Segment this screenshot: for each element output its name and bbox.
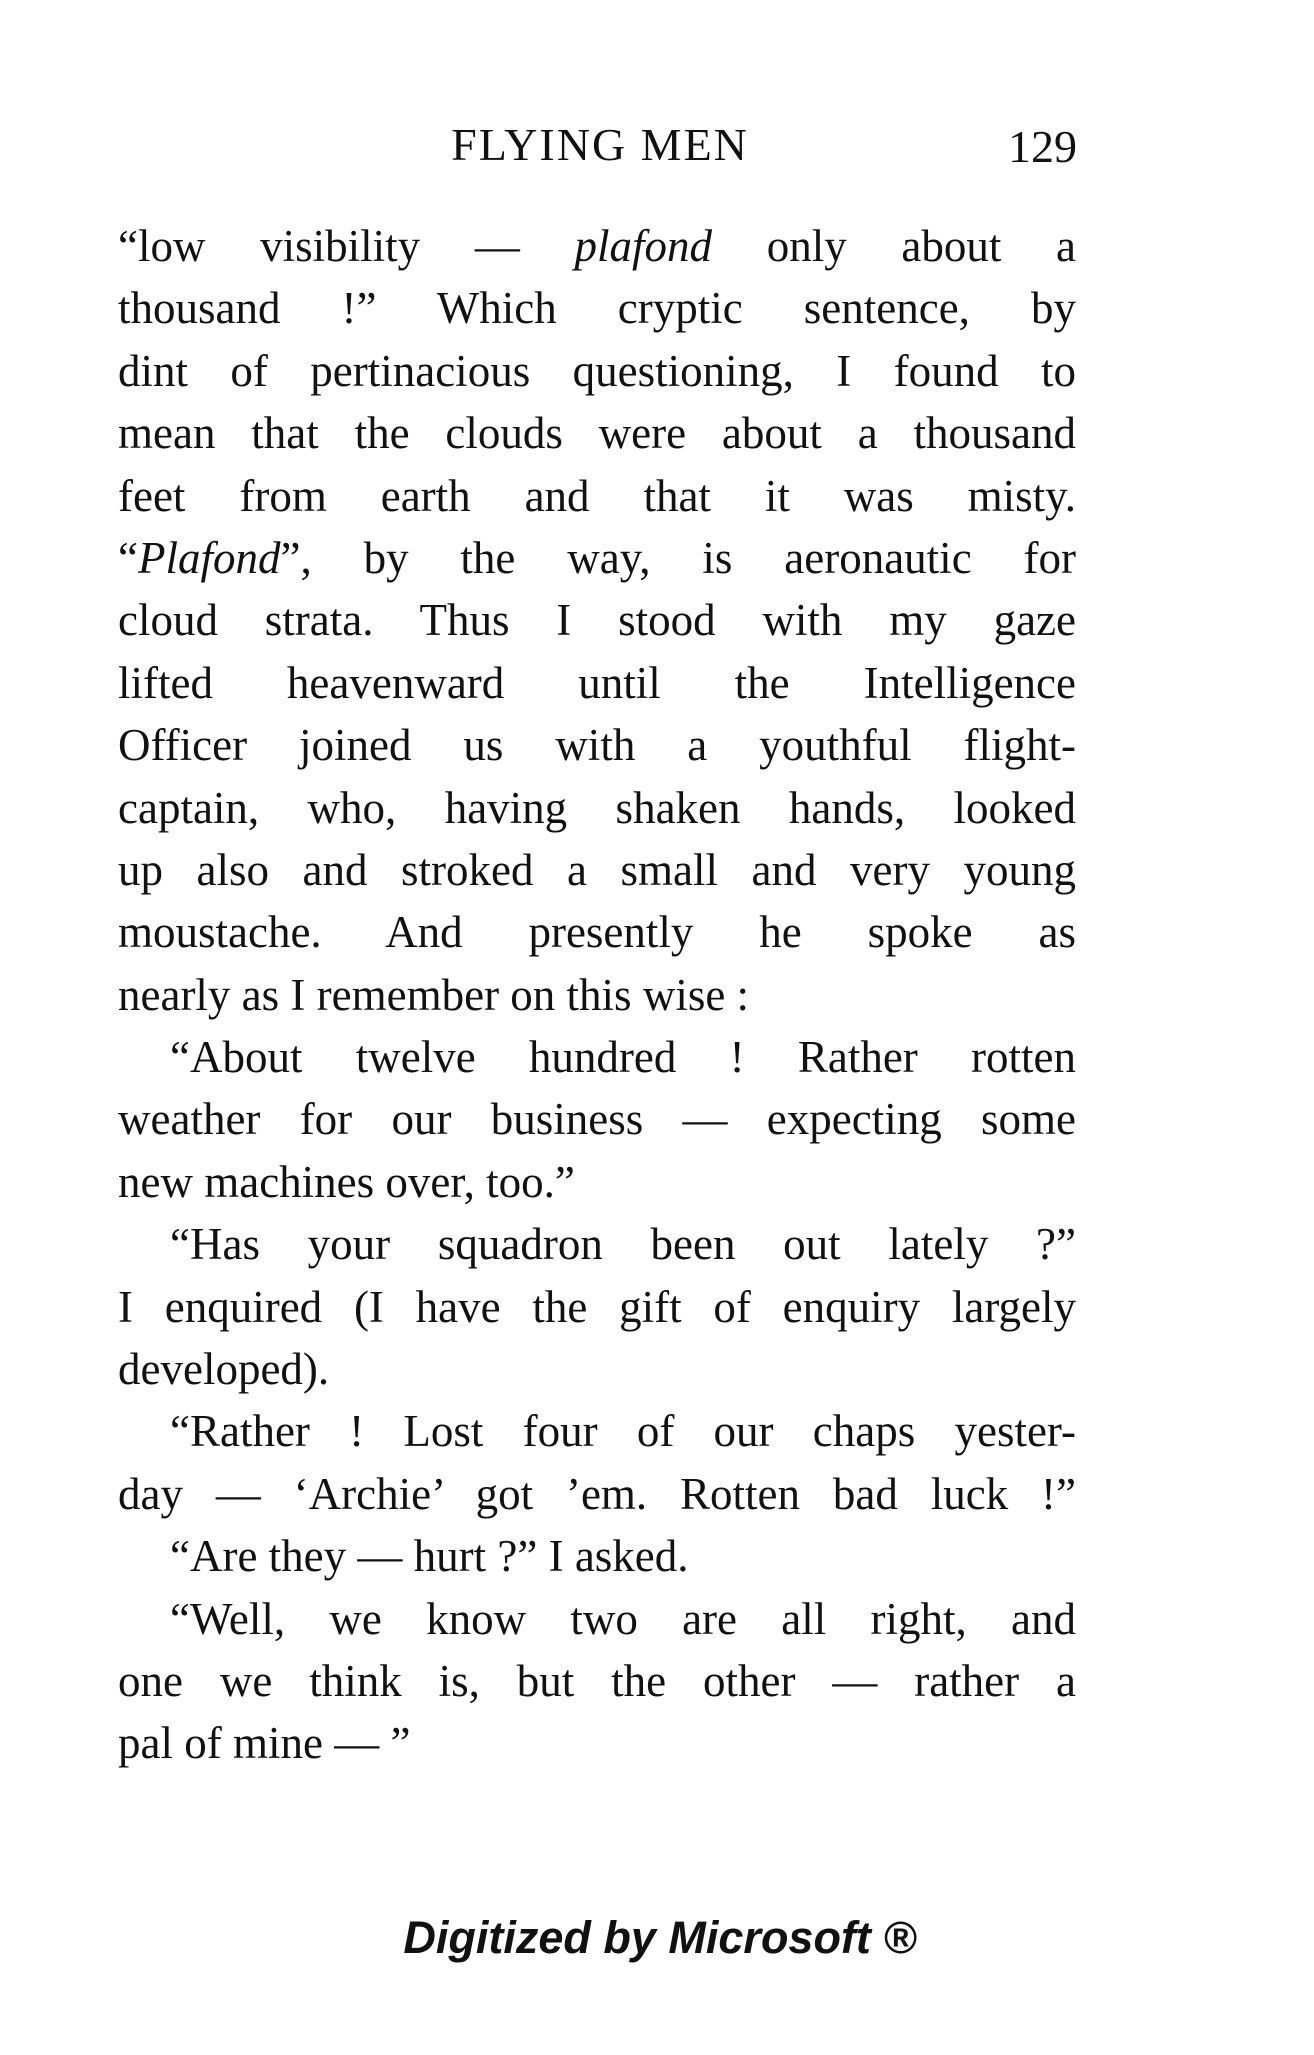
text-run: “Rather ! Lost four of our chaps yester- xyxy=(170,1406,1076,1457)
text-line xyxy=(118,777,1076,839)
text-run: feet from earth and that it was misty. xyxy=(118,470,1076,521)
text-run: cloud strata. Thus I stood with my gaze xyxy=(118,595,1076,646)
text-line xyxy=(118,1400,1076,1462)
text-run: “Are they — hurt ?” I asked. xyxy=(170,1531,689,1582)
text-line xyxy=(118,1525,1076,1587)
text-line xyxy=(118,1213,1076,1275)
text-line xyxy=(118,277,1076,339)
watermark-text: Digitized by Microsoft ® xyxy=(403,1912,917,1963)
text-line xyxy=(118,1276,1076,1338)
text-run: “ xyxy=(118,532,138,583)
text-run: “Well, we know two are all right, and xyxy=(170,1593,1076,1644)
text-run: “Has your squadron been out lately ?” xyxy=(170,1219,1076,1270)
text-run: weather for our business — expecting some xyxy=(118,1094,1076,1145)
text-run: mean that the clouds were about a thousand xyxy=(118,408,1076,459)
text-line xyxy=(118,1463,1076,1525)
text-line xyxy=(118,589,1076,651)
text-run: one we think is, but the other — rather a xyxy=(118,1655,1076,1706)
text-line xyxy=(118,839,1076,901)
text-line xyxy=(118,1088,1076,1150)
body-text xyxy=(118,215,1076,1775)
text-line xyxy=(118,527,1076,589)
text-run: ”, by the way, is aeronautic for xyxy=(280,532,1076,583)
text-line xyxy=(118,964,1076,1026)
text-line xyxy=(118,1151,1076,1213)
text-run: captain, who, having shaken hands, looked xyxy=(118,782,1076,833)
text-line xyxy=(118,1588,1076,1650)
text-line xyxy=(118,714,1076,776)
italic-text: Plafond xyxy=(137,532,281,583)
text-line xyxy=(118,340,1076,402)
text-line xyxy=(118,1338,1076,1400)
text-run: “About twelve hundred ! Rather rotten xyxy=(170,1032,1076,1083)
text-run: thousand !” Which cryptic sentence, by xyxy=(118,283,1076,334)
text-line xyxy=(118,1026,1076,1088)
text-line xyxy=(118,901,1076,963)
text-run: lifted heavenward until the Intelligence xyxy=(118,657,1076,708)
digitization-watermark xyxy=(0,1912,1314,1964)
text-run: pal of mine — ” xyxy=(118,1718,411,1769)
text-run: moustache. And presently he spoke as xyxy=(118,907,1076,958)
text-run: I enquired (I have the gift of enquiry largely xyxy=(118,1281,1076,1332)
text-run: day — ‘Archie’ got ’em. Rotten bad luck !” xyxy=(118,1468,1076,1519)
header-title: FLYING MEN xyxy=(451,119,749,170)
page-number: 129 xyxy=(1008,121,1077,172)
text-run: dint of pertinacious questioning, I found to xyxy=(118,345,1076,396)
italic-text: plafond xyxy=(574,221,713,271)
text-run: only about a xyxy=(712,221,1076,271)
text-run: nearly as I remember on this wise : xyxy=(118,969,750,1020)
text-line xyxy=(118,652,1076,714)
text-line xyxy=(118,402,1076,464)
text-run: developed). xyxy=(118,1344,330,1395)
text-run: up also and stroked a small and very young xyxy=(118,844,1076,895)
text-line xyxy=(118,215,1076,277)
text-run: “low visibility — xyxy=(118,221,575,271)
text-run: Officer joined us with a youthful flight- xyxy=(118,720,1076,771)
text-line xyxy=(118,1712,1076,1774)
text-run: new machines over, too.” xyxy=(118,1156,575,1207)
text-line xyxy=(118,465,1076,527)
text-line xyxy=(118,1650,1076,1712)
